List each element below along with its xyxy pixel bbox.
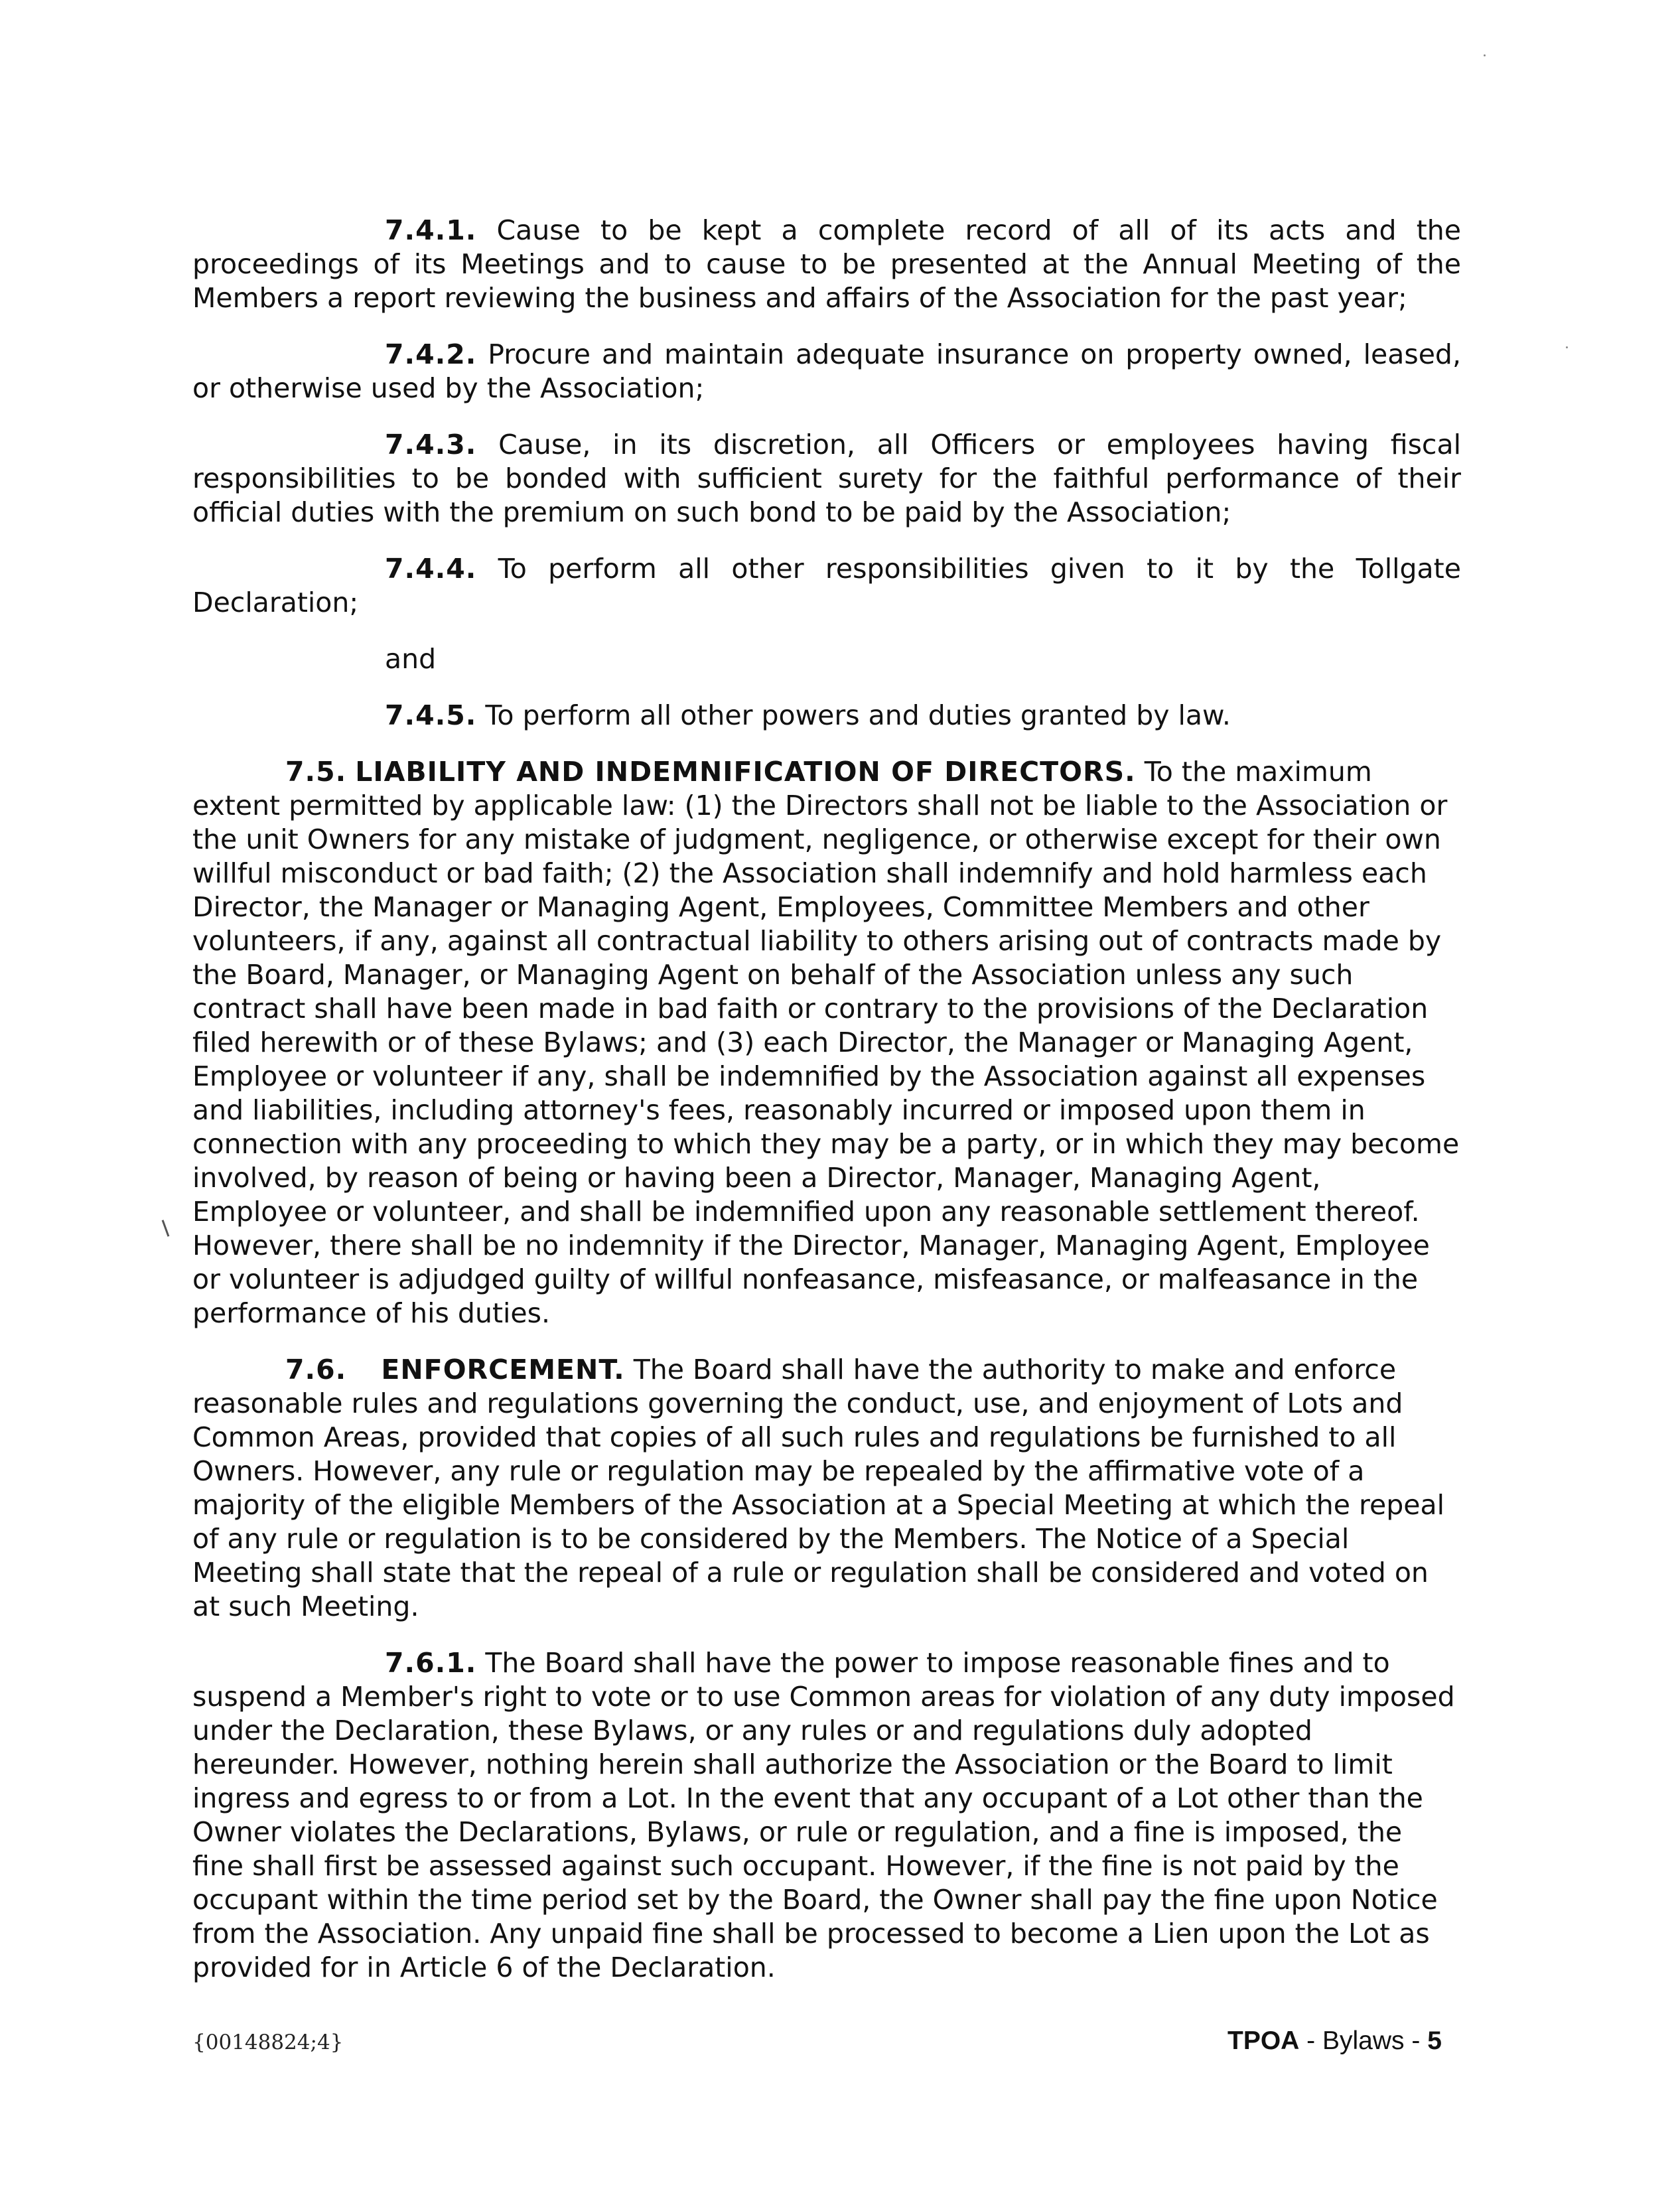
scan-speck xyxy=(1484,54,1486,56)
document-id: {00148824;4} xyxy=(192,2030,344,2054)
section-number: 7.4.5. xyxy=(385,699,477,731)
section-number: 7.5. xyxy=(285,756,347,788)
section-heading: LIABILITY AND INDEMNIFICATION OF DIRECTORS. xyxy=(355,756,1136,788)
section-7-4-4 xyxy=(192,552,1461,620)
section-number: 7.4.4. xyxy=(385,553,477,585)
section-7-6-1 xyxy=(192,1646,1461,1985)
section-number: 7.4.1. xyxy=(385,214,477,246)
page-footer-label xyxy=(1227,2026,1442,2056)
footer-org: TPOA xyxy=(1227,2026,1300,2055)
section-number: 7.6. xyxy=(285,1354,347,1386)
scan-speck xyxy=(1566,346,1568,348)
section-7-4-5 xyxy=(192,699,1461,733)
section-text: Cause, in its discretion, all Officers or employees having fiscal responsibilities to be bonded with sufficient surety for the faithful performance of their official duties with the premium on such bond to be paid by the Association; xyxy=(192,429,1461,528)
section-7-4-3 xyxy=(192,428,1461,530)
section-text: The Board shall have the authority to make and enforce reasonable rules and regulations governing the conduct, use, and enjoyment of Lots and Common Areas, provided that copies of all such rules and regulations be furnished to all Owners. However, any rule or regulation may be repealed by the affirmative vote of a majority of the eligible Members of the Association at a Special Meeting at which the repeal of any rule or regulation is to be considered by the Members. The Notice of a Special Meeting shall state that the repeal of a rule or regulation shall be considered and voted on at such Meeting. xyxy=(192,1354,1444,1622)
section-text: The Board shall have the power to impose reasonable fines and to suspend a Member's right to vote or to use Common areas for violation of any duty imposed under the Declaration, these Bylaws, or any rules or and regulations duly adopted hereunder. However, nothing herein shall authorize the Association or the Board to limit ingress and egress to or from a Lot. In the event that any occupant of a Lot other than the Owner violates the Declarations, Bylaws, or rule or regulation, and a fine is imposed, the fine shall first be assessed against such occupant. However, if the fine is not paid by the occupant within the time period set by the Board, the Owner shall pay the fine upon Notice from the Association. Any unpaid fine shall be processed to become a Lien upon the Lot as provided for in Article 6 of the Declaration. xyxy=(192,1647,1455,1983)
document-body xyxy=(192,214,1461,2007)
section-7-4-2 xyxy=(192,338,1461,405)
page-number: 5 xyxy=(1427,2026,1442,2055)
section-text: To perform all other powers and duties granted by law. xyxy=(485,699,1231,731)
section-7-6 xyxy=(192,1353,1461,1624)
section-number: 7.6.1. xyxy=(385,1647,477,1679)
section-7-5 xyxy=(192,755,1461,1330)
section-7-4-1 xyxy=(192,214,1461,315)
footer-doc-title: - Bylaws - xyxy=(1299,2026,1428,2055)
section-heading: ENFORCEMENT. xyxy=(381,1354,625,1386)
section-number: 7.4.2. xyxy=(385,338,477,370)
section-text: To perform all other responsibilities given to it by the Tollgate Declaration; xyxy=(192,553,1461,618)
section-text: Procure and maintain adequate insurance on property owned, leased, or otherwise used by the Association; xyxy=(192,338,1461,404)
section-number: 7.4.3. xyxy=(385,429,477,461)
margin-pen-mark xyxy=(162,1220,170,1236)
section-text: To the maximum extent permitted by applicable law: (1) the Directors shall not be liable to the Association or the unit Owners for any mistake of judgment, negligence, or otherwise except for their own willful misconduct or bad faith; (2) the Association shall indemnify and hold harmless each Director, the Manager or Managing Agent, Employees, Committee Members and other volunteers, if any, against all contractual liability to others arising out of contracts made by the Board, Manager, or Managing Agent on behalf of the Association unless any such contract shall have been made in bad faith or contrary to the provisions of the Declaration filed herewith or of these Bylaws; and (3) each Director, the Manager or Managing Agent, Employee or volunteer if any, shall be indemnified by the Association against all expenses and liabilities, including attorney's fees, reasonably incurred or imposed upon them in connection with any proceeding to which they may be a party, or in which they may become involved, by reason of being or having been a Director, Manager, Managing Agent, Employee or volunteer, and shall be indemnified upon any reasonable settlement thereof. However, there shall be no indemnity if the Director, Manager, Managing Agent, Employee or volunteer is adjudged guilty of willful nonfeasance, misfeasance, or malfeasance in the performance of his duties. xyxy=(192,756,1460,1329)
section-text: Cause to be kept a complete record of all of its acts and the proceedings of its Meetings and to cause to be presented at the Annual Meeting of the Members a report reviewing the business and affairs of the Association for the past year; xyxy=(192,214,1461,314)
connector-and: and xyxy=(385,643,437,675)
